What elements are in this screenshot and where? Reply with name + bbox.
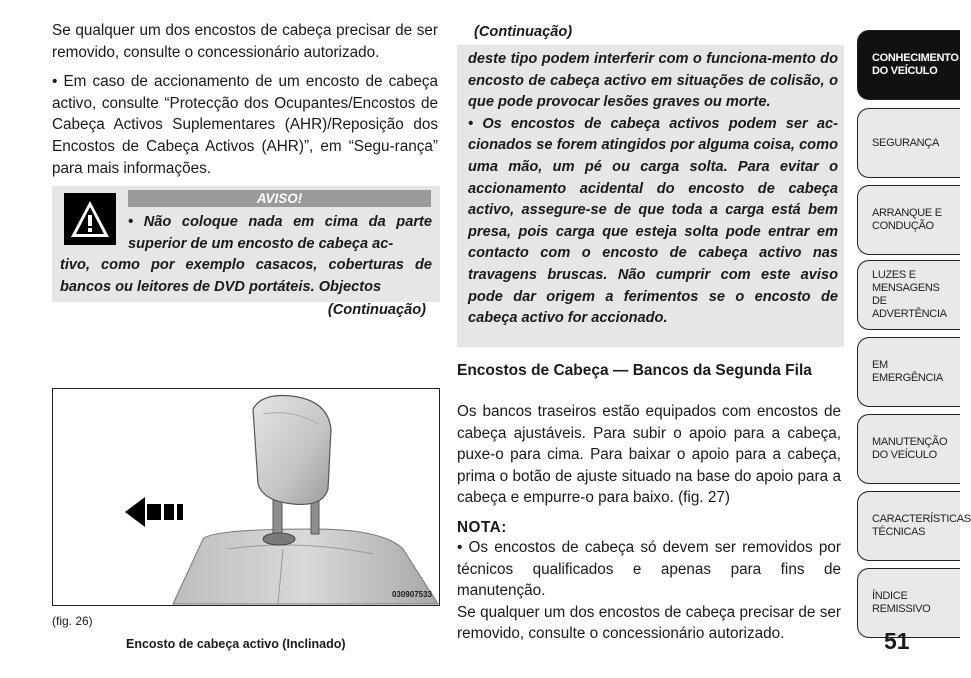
tab-em-emergencia[interactable] xyxy=(857,337,960,407)
warning-text xyxy=(60,212,432,298)
section-title: Encostos de Cabeça — Bancos da Segunda Fila xyxy=(457,362,812,379)
paragraph: • Em caso de accionamento de um encosto de cabeça activo, consulte “Protecção dos Ocupantes/Encostos de Cabeça Activos Suplementares (AHR)/Reposição dos Encostos de Cabeça Activos (AHR)”, em “Segu-rança” para mais informações. xyxy=(52,73,438,177)
tab-manutencao-do-veiculo[interactable] xyxy=(857,414,960,484)
section-body xyxy=(457,401,841,645)
tab-luzes-e-mensagens[interactable] xyxy=(857,260,960,330)
warning-text xyxy=(468,49,838,330)
tab-label: SEGURANÇA xyxy=(872,136,939,149)
warning-line: tivo, como por exemplo casacos, coberturas de bancos ou leitores de DVD portáteis. Objectos xyxy=(60,257,432,295)
warning-heading: AVISO! xyxy=(128,190,431,207)
left-column xyxy=(52,20,438,179)
warning-line: • Não coloque nada em cima da parte superior de um encosto de cabeça ac- xyxy=(128,214,432,252)
tab-caracteristicas-tecnicas[interactable] xyxy=(857,491,971,561)
warning-para: • Os encostos de cabeça activos podem ser ac-cionados se forem atingidos por alguma coisa, como uma mão, um pé ou carga solta. Para evitar o accionamento acidental do encosto de cabeça activo, assegure-se de que toda a carga está bem presa, pois carga que esteja solta pode entrar em contacto com o encosto de cabeça activo nas travagens bruscas. Não cumprir com este aviso pode dar origem a ferimentos se o encosto de cabeça activo for accionado. xyxy=(468,115,838,327)
figure-caption: Encosto de cabeça activo (Inclinado) xyxy=(126,637,346,651)
arrow-left-icon xyxy=(125,497,145,527)
figure-label: (fig. 26) xyxy=(52,614,93,628)
figure-headrest xyxy=(52,388,440,606)
continued-label: (Continuação) xyxy=(327,302,426,318)
figure-code: 030907533 xyxy=(391,590,432,599)
tab-label: CONHECIMENTO DO VEÍCULO xyxy=(872,52,959,77)
tab-label: ARRANQUE E CONDUÇÃO xyxy=(872,207,942,232)
tab-label: ÍNDICE REMISSIVO xyxy=(872,590,931,615)
paragraph: Os bancos traseiros estão equipados com encostos de cabeça ajustáveis. Para subir o apoio para a cabeça, puxe-o para cima. Para baixar o apoio para a cabeça, prima o botão de ajuste situado na base do apoio para a cabeça e empurre-o para baixo. (fig. 27) xyxy=(457,403,841,507)
warning-para: deste tipo podem interferir com o funciona-mento do encosto de cabeça activo em situações de colisão, o que pode provocar lesões graves ou morte. xyxy=(468,51,838,111)
tab-seguranca[interactable] xyxy=(857,108,960,178)
headrest-illustration xyxy=(53,389,438,604)
page-number: 51 xyxy=(884,628,910,654)
tab-label: LUZES E MENSAGENS DE ADVERTÊNCIA xyxy=(872,269,947,320)
paragraph: Se qualquer um dos encostos de cabeça precisar de ser removido, consulte o concessionário autorizado. xyxy=(457,603,841,643)
tab-conhecimento-do-veiculo[interactable] xyxy=(857,30,960,100)
paragraph: Se qualquer um dos encostos de cabeça precisar de ser removido, consulte o concessionário autorizado. xyxy=(52,22,438,61)
paragraph: • Os encostos de cabeça só devem ser removidos por técnicos qualificados e apenas para fins de manutenção. xyxy=(457,538,841,600)
warning-box xyxy=(52,186,440,302)
warning-box-continued xyxy=(457,45,844,347)
continued-label: (Continuação) xyxy=(474,24,573,40)
note-title: NOTA: xyxy=(457,518,507,536)
tab-label: MANUTENÇÃO DO VEÍCULO xyxy=(872,436,948,461)
tab-label: CARACTERÍSTICAS TÉCNICAS xyxy=(872,513,971,538)
tab-arranque-e-conducao[interactable] xyxy=(857,185,960,255)
tab-label: EM EMERGÊNCIA xyxy=(872,359,943,384)
